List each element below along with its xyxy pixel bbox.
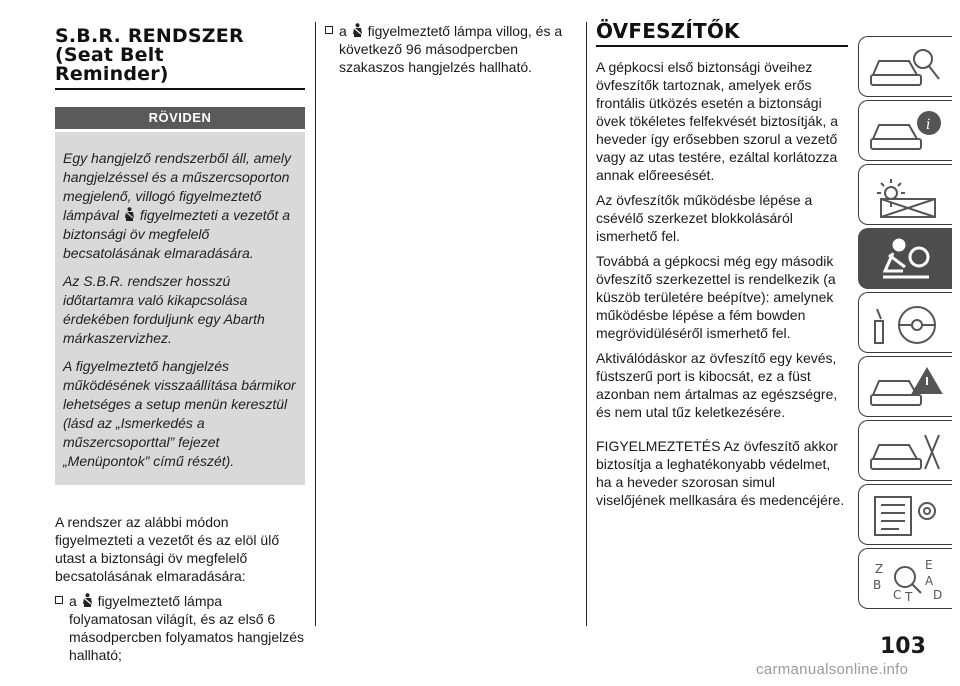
svg-text:Z: Z — [875, 562, 884, 576]
svg-text:A: A — [925, 574, 934, 588]
heading-rule — [55, 88, 305, 90]
checklist-gear-icon — [869, 493, 945, 539]
checkbox-bullet-icon — [325, 26, 333, 34]
heading-rule — [596, 45, 848, 47]
car-info-icon — [869, 109, 945, 155]
steering-key-icon — [869, 301, 945, 347]
summary-box-title: RÖVIDEN — [55, 107, 305, 129]
tab-index[interactable] — [858, 548, 952, 609]
warning-paragraph: FIGYELMEZTETÉS Az övfeszítő akkor biztosítja a leghatékonyabb védelmet, ha a heveder szorosan simul viselőjének mellkasára és medencéjére. — [596, 438, 845, 508]
car-warning-icon — [869, 365, 945, 411]
body-paragraph: Továbbá a gépkocsi még egy második övfeszítő szerkezettel is rendelkezik (a küszöb területére beépítve): amelynek működésbe lépése a fém bowden megrövidüléséről ismerhető fel. — [596, 253, 836, 341]
tab-car-warning[interactable] — [858, 356, 952, 417]
list-item: a figyelmeztető lámpa folyamatosan világít, és az első 6 másodpercben folyamatos hangjelzés hallható; — [55, 592, 305, 664]
section-heading-pretensioners: ÖVFESZÍTŐK — [596, 19, 740, 43]
svg-text:B: B — [873, 578, 882, 592]
summary-box — [55, 132, 305, 485]
heading-line: (Seat Belt — [55, 44, 164, 66]
body-paragraph: Az övfeszítők működésbe lépése a csévélő szerkezet blokkolásáról ismerhető fel. — [596, 192, 813, 244]
summary-paragraph: Egy hangjelző rendszerből áll, amely hangjelzéssel és a műszercsoporton megjelenő, villogó figyelmeztető lámpával figyelmezteti a vezetőt a biztonsági öv megfelelő becsatolásának elmaradására. — [63, 150, 292, 261]
svg-text:E: E — [925, 558, 933, 572]
watermark: carmanualsonline.info — [756, 661, 909, 678]
airbag-seatbelt-icon — [869, 237, 945, 283]
body-paragraph: Aktiválódáskor az övfeszítő egy kevés, füstszerű port is kibocsát, ez a füst azonban nem ártalmas az egészségre, és nem utal tűz keletkezésére. — [596, 350, 838, 420]
column-divider — [315, 22, 316, 626]
tab-car-service[interactable] — [858, 420, 952, 481]
warning-lights-icon — [869, 173, 945, 219]
chapter-tab-sidebar — [858, 0, 960, 686]
car-service-icon — [869, 429, 945, 475]
tab-car-info[interactable] — [858, 100, 952, 161]
right-column — [596, 0, 848, 509]
svg-text:C: C — [893, 588, 902, 602]
heading-line: Reminder) — [55, 63, 169, 85]
checkbox-bullet-icon — [55, 596, 63, 604]
list-item: a figyelmeztető lámpa villog, és a következő 96 másodpercben szakaszos hangjelzés hallható. — [325, 22, 575, 76]
svg-text:T: T — [905, 590, 913, 603]
seatbelt-warning-icon — [352, 23, 363, 38]
section-heading-sbr — [55, 0, 305, 84]
tab-warning-lights[interactable] — [858, 164, 952, 225]
body-paragraph: A gépkocsi első biztonsági öveihez övfeszítők tartoznak, amelyek erős frontális ütközés esetén a biztonsági övek tökéletes felfekvését biztosítják, a heveder így erősebben szorul a vezető vagy az utas testére, ezáltal korlátozza annak előreesését. — [596, 59, 839, 183]
seatbelt-warning-icon — [82, 593, 93, 608]
tab-checklist[interactable] — [858, 484, 952, 545]
middle-column — [325, 22, 575, 76]
page-number: 103 — [880, 634, 926, 659]
tab-car-search[interactable] — [858, 36, 952, 97]
summary-paragraph: Az S.B.R. rendszer hosszú időtartamra való kikapcsolása érdekében forduljunk egy Abarth márkaszervizhez. — [63, 273, 265, 346]
svg-text:D: D — [933, 588, 943, 602]
intro-paragraph: A rendszer az alábbi módon figyelmezteti a vezetőt és az elöl ülő utast a biztonsági öv megfelelő becsatolásának elmaradására: — [55, 514, 280, 584]
svg-text:i: i — [926, 117, 931, 133]
heading-line: S.B.R. RENDSZER — [55, 25, 244, 47]
seatbelt-warning-icon — [124, 207, 135, 222]
tab-steering-key[interactable] — [858, 292, 952, 353]
column-divider — [586, 22, 587, 626]
left-column — [55, 0, 305, 664]
tab-airbag-seatbelt[interactable] — [858, 228, 952, 289]
summary-paragraph: A figyelmeztető hangjelzés működésének visszaállítása bármikor lehetséges a setup menün keresztül (lásd az „Ismerkedés a műszercsoporttal” fejezet „Menüpontok” című részét). — [63, 358, 296, 469]
index-alphabet-icon — [869, 557, 945, 603]
car-search-icon — [869, 45, 945, 91]
